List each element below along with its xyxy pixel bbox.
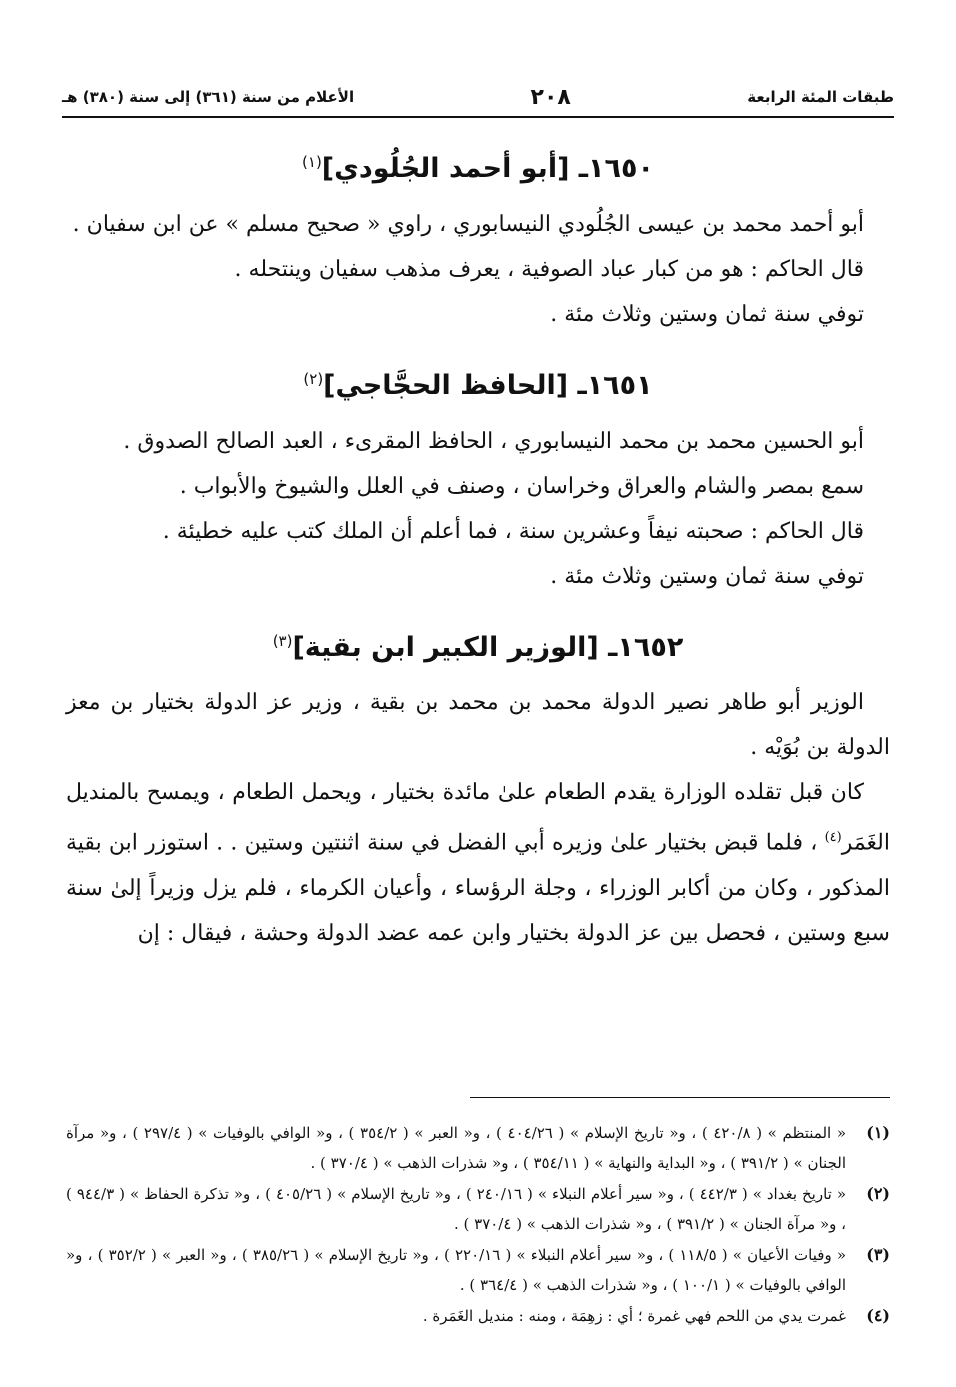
entry-1651	[66, 367, 890, 599]
footnote	[66, 1179, 890, 1239]
entry-title-text: ١٦٥٠ـ [أبو أحمد الجُلُودي]	[321, 153, 654, 184]
footnote-text: غمرت يدي من اللحم فهي غمرة ؛ أي : زهِمَة ، ومنه : منديل الغَمَرة .	[422, 1307, 846, 1325]
footnote-text: « وفيات الأعيان » ( ١١٨/٥ ) ، و« سير أعلام النبلاء » ( ٢٢٠/١٦ ) ، و« تاريخ الإسلام » ( ٣٨٥/٢٦ ) ، و« العبر » ( ٣٥٢/٢ ) ، و« الوافي بالوفيات » ( ١٠٠/١ ) ، و« شذرات الذهب » ( ٣٦٤/٤ ) .	[66, 1246, 847, 1294]
main-text	[66, 150, 890, 986]
entry-1650	[66, 150, 890, 337]
entry-title-text: ١٦٥٢ـ [الوزير الكبير ابن بقية]	[292, 631, 684, 663]
footnote	[66, 1118, 890, 1178]
paragraph: أبو أحمد محمد بن عيسى الجُلُودي النيسابوري ، راوي « صحيح مسلم » عن ابن سفيان .	[72, 211, 864, 237]
paragraph: أبو الحسين محمد بن محمد النيسابوري ، الحافظ المقرىء ، العبد الصالح الصدوق .	[123, 428, 864, 454]
footnotes	[66, 1118, 890, 1332]
page-number: ٢٠٨	[530, 84, 571, 110]
footnote-number: (٢)	[866, 1184, 890, 1203]
header-book-title: طبقات المئة الرابعة	[747, 88, 894, 106]
footnote-ref: (٤)	[824, 830, 842, 846]
paragraph	[66, 770, 890, 955]
footnote-text: « تاريخ بغداد » ( ٤٤٢/٣ ) ، و« سير أعلام النبلاء » ( ٢٤٠/١٦ ) ، و« تاريخ الإسلام » ( ٤٠٥/٢٦ ) ، و« تذكرة الحفاظ » ( ٩٤٤/٣ ) ، و« مرآة الجنان » ( ٣٩١/٢ ) ، و« شذرات الذهب » ( ٣٧٠/٤ ) .	[66, 1185, 846, 1233]
paragraph: توفي سنة ثمان وستين وثلاث مئة .	[550, 563, 864, 589]
header-range: الأعلام من سنة (٣٦١) إلى سنة (٣٨٠) هـ	[62, 88, 355, 106]
footnote	[66, 1240, 890, 1300]
paragraph-text: كان قبل تقلده الوزارة يقدم الطعام علىٰ مائدة بختيار ، ويحمل الطعام ، ويمسح بالمنديل الغَمَر	[66, 780, 890, 856]
footnote-ref: (٢)	[303, 369, 324, 388]
paragraph-text: ، فلما قبض بختيار علىٰ وزيره أبي الفضل في سنة اثنتين وستين . . استوزر ابن بقية المذكور ، وكان من أكابر الوزراء ، وجلة الرؤساء ، وأعيان الكرماء ، فلم يزل وزيراً إلىٰ سنة سبع وستين ، فحصل بين عز الدولة بختيار وابن عمه عضد الدولة وحشة ، فيقال : إن	[66, 830, 890, 946]
paragraph: سمع بمصر والشام والعراق وخراسان ، وصنف في العلل والشيوخ والأبواب .	[179, 473, 864, 499]
footnote-text: « المنتظم » ( ٤٢٠/٨ ) ، و« تاريخ الإسلام » ( ٤٠٤/٢٦ ) ، و« العبر » ( ٣٥٤/٢ ) ، و« الوافي بالوفيات » ( ٢٩٧/٤ ) ، و« مرآة الجنان » ( ٣٩١/٢ ) ، و« البداية والنهاية » ( ٣٥٤/١١ ) ، و« شذرات الذهب » ( ٣٧٠/٤ ) .	[66, 1124, 847, 1172]
footnote-number: (٣)	[866, 1245, 890, 1264]
footnote-ref: (١)	[302, 153, 322, 171]
entry-title	[66, 367, 890, 405]
paragraph: قال الحاكم : صحبته نيفاً وعشرين سنة ، فما أعلم أن الملك كتب عليه خطيئة .	[162, 518, 864, 544]
paragraph: الوزير أبو طاهر نصير الدولة محمد بن محمد بن بقية ، وزير عز الدولة بختيار بن معز الدولة بن بُوَيْه .	[66, 690, 890, 761]
footnote-separator	[470, 1097, 890, 1098]
header-rule	[62, 116, 894, 118]
paragraph: توفي سنة ثمان وستين وثلاث مئة .	[550, 301, 864, 327]
footnote-number: (٤)	[866, 1306, 890, 1325]
footnote-ref: (٣)	[272, 631, 293, 650]
running-header	[62, 82, 894, 112]
entry-1652	[66, 629, 890, 956]
footnote-number: (١)	[866, 1123, 890, 1142]
entry-title-text: ١٦٥١ـ [الحافظ الحجَّاجي]	[323, 369, 653, 401]
footnote	[66, 1301, 890, 1331]
entry-title	[66, 629, 890, 667]
paragraph: قال الحاكم : هو من كبار عباد الصوفية ، يعرف مذهب سفيان وينتحله .	[234, 256, 864, 282]
entry-title	[66, 150, 890, 188]
